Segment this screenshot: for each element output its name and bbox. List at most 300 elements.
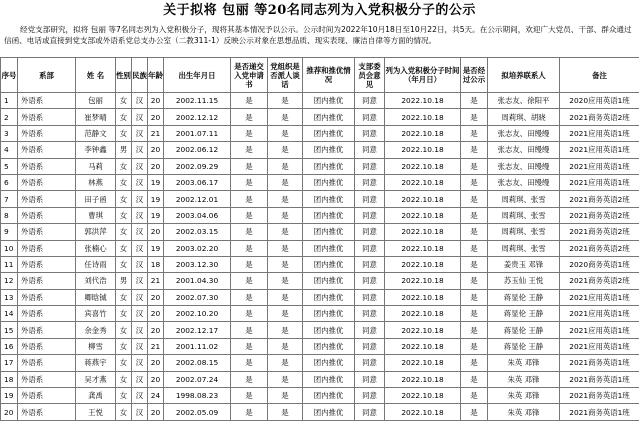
col-application-cell: 是 [231, 240, 268, 256]
col-contact-cell: 朱英 邓锋 [488, 355, 560, 371]
col-publicized-cell: 是 [461, 142, 488, 158]
col-department-cell: 外语系 [18, 355, 76, 371]
candidate-table [0, 57, 639, 421]
col-index-cell: 8 [1, 207, 18, 223]
col-department-cell: 外语系 [18, 289, 76, 305]
col-age-cell: 20 [148, 93, 164, 109]
table-row [1, 338, 639, 354]
col-publicized-cell: 是 [461, 109, 488, 125]
col-activist-date-cell: 2022.10.18 [385, 142, 461, 158]
col-activist-date-cell: 2022.10.18 [385, 322, 461, 338]
col-index-cell: 13 [1, 289, 18, 305]
col-branch-opinion-cell: 同意 [355, 93, 385, 109]
col-gender-cell: 女 [116, 355, 132, 371]
col-publicized-cell: 是 [461, 322, 488, 338]
table-row [1, 256, 639, 272]
col-name-cell: 马莉 [76, 158, 116, 174]
col-application-cell: 是 [231, 125, 268, 141]
table-row [1, 125, 639, 141]
col-interview-cell: 是 [268, 191, 303, 207]
table-row [1, 109, 639, 125]
col-publicized-cell: 是 [461, 371, 488, 387]
col-application-cell: 是 [231, 388, 268, 404]
table-row [1, 355, 639, 371]
intro-paragraph: 经党支部研究，拟将 包丽 等7名同志列为入党积极分子，现将其基本情况予以公示。公示时间为2022年10月18日至10月22日，共5天。在公示期间，欢迎广大党员、干部、群众通过信函、电话或直接到党支部或外语系党总支办公室（二教311-1）反映公示对象在思想品质、现实表现、廉洁自律等方面的情况。 [4, 25, 632, 45]
col-branch-opinion-cell: 同意 [355, 371, 385, 387]
col-activist-date-cell: 2022.10.18 [385, 256, 461, 272]
col-recommendation-cell: 团内推优 [303, 388, 355, 404]
col-birthdate-cell: 2002.07.24 [164, 371, 231, 387]
col-birthdate-cell: 2002.08.15 [164, 355, 231, 371]
col-birthdate-cell: 2002.11.15 [164, 93, 231, 109]
col-remark-header: 备注 [560, 58, 639, 93]
col-remark-cell: 2021商务英语2班 [560, 224, 639, 240]
col-activist-date-cell: 2022.10.18 [385, 273, 461, 289]
col-branch-opinion-cell: 同意 [355, 207, 385, 223]
col-recommendation-header: 推荐和推优情况 [303, 58, 355, 93]
col-application-cell: 是 [231, 355, 268, 371]
col-age-cell: 20 [148, 289, 164, 305]
col-recommendation-cell: 团内推优 [303, 322, 355, 338]
col-name-cell: 卿晗铖 [76, 289, 116, 305]
page-title: 关于拟将 包丽 等20名同志列为入党积极分子的公示 [163, 3, 476, 18]
col-ethnicity-cell: 汉 [132, 273, 148, 289]
col-recommendation-cell: 团内推优 [303, 273, 355, 289]
col-gender-header: 性别 [116, 58, 132, 93]
col-publicized-cell: 是 [461, 207, 488, 223]
col-application-cell: 是 [231, 306, 268, 322]
col-branch-opinion-cell: 同意 [355, 322, 385, 338]
col-name-cell: 范静文 [76, 125, 116, 141]
col-recommendation-cell: 团内推优 [303, 158, 355, 174]
col-index-cell: 15 [1, 322, 18, 338]
col-gender-cell: 女 [116, 289, 132, 305]
col-contact-cell: 周莉琪、张雪 [488, 207, 560, 223]
col-department-cell: 外语系 [18, 322, 76, 338]
col-birthdate-cell: 2001.04.30 [164, 273, 231, 289]
col-department-cell: 外语系 [18, 371, 76, 387]
col-branch-opinion-cell: 同意 [355, 306, 385, 322]
col-interview-cell: 是 [268, 125, 303, 141]
col-branch-opinion-cell: 同意 [355, 355, 385, 371]
col-contact-header: 拟培养联系人 [488, 58, 560, 93]
col-application-cell: 是 [231, 256, 268, 272]
col-contact-cell: 朱英 邓锋 [488, 404, 560, 420]
col-interview-cell: 是 [268, 256, 303, 272]
col-name-cell: 龚禹 [76, 388, 116, 404]
table-row [1, 142, 639, 158]
col-application-cell: 是 [231, 93, 268, 109]
col-application-cell: 是 [231, 338, 268, 354]
col-application-cell: 是 [231, 273, 268, 289]
table-row [1, 322, 639, 338]
col-activist-date-cell: 2022.10.18 [385, 158, 461, 174]
col-name-cell: 余金秀 [76, 322, 116, 338]
col-age-cell: 19 [148, 207, 164, 223]
col-department-cell: 外语系 [18, 338, 76, 354]
col-index-header: 序号 [1, 58, 18, 93]
col-index-cell: 4 [1, 142, 18, 158]
col-department-cell: 外语系 [18, 93, 76, 109]
col-contact-cell: 周莉琪、张雪 [488, 191, 560, 207]
col-gender-cell: 男 [116, 142, 132, 158]
col-activist-date-cell: 2022.10.18 [385, 224, 461, 240]
col-activist-date-cell: 2022.10.18 [385, 240, 461, 256]
col-publicized-cell: 是 [461, 273, 488, 289]
col-birthdate-cell: 2002.12.17 [164, 322, 231, 338]
col-publicized-cell: 是 [461, 191, 488, 207]
col-branch-opinion-cell: 同意 [355, 125, 385, 141]
col-department-cell: 外语系 [18, 158, 76, 174]
col-index-cell: 18 [1, 371, 18, 387]
col-ethnicity-cell: 汉 [132, 388, 148, 404]
col-age-cell: 20 [148, 109, 164, 125]
col-gender-cell: 女 [116, 158, 132, 174]
col-recommendation-cell: 团内推优 [303, 256, 355, 272]
table-row [1, 191, 639, 207]
table-row [1, 224, 639, 240]
col-ethnicity-cell: 汉 [132, 355, 148, 371]
table-row [1, 289, 639, 305]
col-branch-opinion-cell: 同意 [355, 142, 385, 158]
col-birthdate-cell: 2001.11.02 [164, 338, 231, 354]
col-ethnicity-cell: 汉 [132, 289, 148, 305]
col-recommendation-cell: 团内推优 [303, 142, 355, 158]
col-gender-cell: 男 [116, 273, 132, 289]
col-contact-cell: 蒋显伦 王静 [488, 289, 560, 305]
col-activist-date-header: 列为入党积极分子时间（年月日） [385, 58, 461, 93]
col-application-cell: 是 [231, 109, 268, 125]
col-application-cell: 是 [231, 158, 268, 174]
col-remark-cell: 2021应用英语1班 [560, 322, 639, 338]
col-name-cell: 宾喜竹 [76, 306, 116, 322]
col-gender-cell: 女 [116, 224, 132, 240]
col-remark-cell: 2021应用英语1班 [560, 125, 639, 141]
col-activist-date-cell: 2022.10.18 [385, 174, 461, 190]
col-index-cell: 1 [1, 93, 18, 109]
col-index-cell: 17 [1, 355, 18, 371]
col-name-cell: 包丽 [76, 93, 116, 109]
col-gender-cell: 女 [116, 125, 132, 141]
col-birthdate-cell: 2003.04.06 [164, 207, 231, 223]
col-branch-opinion-cell: 同意 [355, 109, 385, 125]
col-index-cell: 19 [1, 388, 18, 404]
col-activist-date-cell: 2022.10.18 [385, 125, 461, 141]
col-birthdate-cell: 2002.03.15 [164, 224, 231, 240]
col-remark-cell: 2021应用英语1班 [560, 142, 639, 158]
col-name-cell: 王悦 [76, 404, 116, 420]
table-row [1, 371, 639, 387]
col-interview-cell: 是 [268, 93, 303, 109]
col-contact-cell: 张志友、徐阳平 [488, 93, 560, 109]
col-birthdate-cell: 2002.09.29 [164, 158, 231, 174]
col-contact-cell: 周莉琪、张雪 [488, 240, 560, 256]
col-interview-cell: 是 [268, 289, 303, 305]
col-age-cell: 20 [148, 142, 164, 158]
col-gender-cell: 女 [116, 322, 132, 338]
col-ethnicity-cell: 汉 [132, 191, 148, 207]
col-ethnicity-cell: 汉 [132, 224, 148, 240]
col-contact-cell: 朱英 邓锋 [488, 388, 560, 404]
col-index-cell: 3 [1, 125, 18, 141]
col-interview-cell: 是 [268, 388, 303, 404]
col-department-cell: 外语系 [18, 125, 76, 141]
col-gender-cell: 女 [116, 306, 132, 322]
col-gender-cell: 女 [116, 256, 132, 272]
col-birthdate-cell: 2002.12.01 [164, 191, 231, 207]
col-publicized-header: 是否经过公示 [461, 58, 488, 93]
col-publicized-cell: 是 [461, 174, 488, 190]
col-interview-cell: 是 [268, 142, 303, 158]
col-age-cell: 21 [148, 125, 164, 141]
col-index-cell: 16 [1, 338, 18, 354]
col-remark-cell: 2021应用英语1班 [560, 306, 639, 322]
col-age-header: 年龄 [148, 58, 164, 93]
col-remark-cell: 2021商务英语2班 [560, 109, 639, 125]
col-branch-opinion-cell: 同意 [355, 404, 385, 420]
col-department-cell: 外语系 [18, 388, 76, 404]
col-application-cell: 是 [231, 224, 268, 240]
table-row [1, 93, 639, 109]
col-name-cell: 郭洪萍 [76, 224, 116, 240]
col-department-cell: 外语系 [18, 224, 76, 240]
col-application-cell: 是 [231, 322, 268, 338]
col-ethnicity-cell: 汉 [132, 256, 148, 272]
col-index-cell: 5 [1, 158, 18, 174]
col-gender-cell: 女 [116, 240, 132, 256]
col-age-cell: 20 [148, 371, 164, 387]
col-age-cell: 19 [148, 174, 164, 190]
col-recommendation-cell: 团内推优 [303, 404, 355, 420]
col-publicized-cell: 是 [461, 355, 488, 371]
col-publicized-cell: 是 [461, 404, 488, 420]
col-birthdate-cell: 2001.07.11 [164, 125, 231, 141]
col-contact-cell: 张志友、田缦缦 [488, 174, 560, 190]
col-birthdate-cell: 2002.06.12 [164, 142, 231, 158]
col-department-cell: 外语系 [18, 191, 76, 207]
table-row [1, 273, 639, 289]
col-interview-cell: 是 [268, 338, 303, 354]
col-branch-opinion-cell: 同意 [355, 289, 385, 305]
col-name-cell: 李钟鑫 [76, 142, 116, 158]
col-remark-cell: 2021商务英语2班 [560, 273, 639, 289]
col-gender-cell: 女 [116, 207, 132, 223]
col-application-cell: 是 [231, 371, 268, 387]
col-contact-cell: 张志友、田缦缦 [488, 125, 560, 141]
col-name-cell: 蒋燕宇 [76, 355, 116, 371]
col-name-cell: 崔梦晴 [76, 109, 116, 125]
col-recommendation-cell: 团内推优 [303, 371, 355, 387]
col-index-cell: 10 [1, 240, 18, 256]
col-ethnicity-cell: 汉 [132, 174, 148, 190]
col-interview-cell: 是 [268, 109, 303, 125]
col-interview-header: 党组织是否派人谈话 [268, 58, 303, 93]
col-interview-cell: 是 [268, 207, 303, 223]
col-department-cell: 外语系 [18, 256, 76, 272]
col-publicized-cell: 是 [461, 224, 488, 240]
col-index-cell: 9 [1, 224, 18, 240]
col-index-cell: 20 [1, 404, 18, 420]
col-branch-opinion-cell: 同意 [355, 256, 385, 272]
col-interview-cell: 是 [268, 224, 303, 240]
col-ethnicity-cell: 汉 [132, 93, 148, 109]
col-department-cell: 外语系 [18, 306, 76, 322]
col-gender-cell: 女 [116, 109, 132, 125]
col-activist-date-cell: 2022.10.18 [385, 306, 461, 322]
col-recommendation-cell: 团内推优 [303, 240, 355, 256]
col-ethnicity-cell: 汉 [132, 240, 148, 256]
table-row [1, 404, 639, 420]
col-remark-cell: 2021应用英语1班 [560, 174, 639, 190]
col-contact-cell: 周莉琪、胡晓 [488, 109, 560, 125]
col-birthdate-cell: 1998.08.23 [164, 388, 231, 404]
col-ethnicity-cell: 汉 [132, 109, 148, 125]
col-application-cell: 是 [231, 174, 268, 190]
col-ethnicity-cell: 汉 [132, 338, 148, 354]
col-interview-cell: 是 [268, 355, 303, 371]
col-publicized-cell: 是 [461, 158, 488, 174]
col-remark-cell: 2021应用英语1班 [560, 338, 639, 354]
col-department-cell: 外语系 [18, 404, 76, 420]
col-branch-opinion-cell: 同意 [355, 174, 385, 190]
col-name-cell: 刘代浩 [76, 273, 116, 289]
col-name-cell: 任诗雨 [76, 256, 116, 272]
col-ethnicity-cell: 汉 [132, 371, 148, 387]
col-gender-cell: 女 [116, 93, 132, 109]
col-name-cell: 柳雪 [76, 338, 116, 354]
col-activist-date-cell: 2022.10.18 [385, 371, 461, 387]
col-recommendation-cell: 团内推优 [303, 174, 355, 190]
col-age-cell: 18 [148, 256, 164, 272]
col-interview-cell: 是 [268, 322, 303, 338]
col-activist-date-cell: 2022.10.18 [385, 191, 461, 207]
col-age-cell: 24 [148, 388, 164, 404]
col-interview-cell: 是 [268, 306, 303, 322]
col-application-cell: 是 [231, 142, 268, 158]
col-name-cell: 张楠心 [76, 240, 116, 256]
col-contact-cell: 蒋显伦 王静 [488, 306, 560, 322]
col-recommendation-cell: 团内推优 [303, 289, 355, 305]
col-publicized-cell: 是 [461, 338, 488, 354]
col-recommendation-cell: 团内推优 [303, 93, 355, 109]
col-age-cell: 20 [148, 158, 164, 174]
col-branch-opinion-cell: 同意 [355, 240, 385, 256]
col-remark-cell: 2021商务英语2班 [560, 240, 639, 256]
table-row [1, 240, 639, 256]
col-remark-cell: 2021商务英语1班 [560, 355, 639, 371]
col-ethnicity-cell: 汉 [132, 125, 148, 141]
col-gender-cell: 女 [116, 174, 132, 190]
col-activist-date-cell: 2022.10.18 [385, 207, 461, 223]
col-age-cell: 19 [148, 191, 164, 207]
col-ethnicity-header: 民族 [132, 58, 148, 93]
col-index-cell: 14 [1, 306, 18, 322]
col-remark-cell: 2021商务英语1班 [560, 388, 639, 404]
col-gender-cell: 女 [116, 191, 132, 207]
col-birthdate-header: 出生年月日 [164, 58, 231, 93]
col-interview-cell: 是 [268, 371, 303, 387]
col-ethnicity-cell: 汉 [132, 142, 148, 158]
col-publicized-cell: 是 [461, 240, 488, 256]
col-activist-date-cell: 2022.10.18 [385, 109, 461, 125]
col-contact-cell: 苏玉仙 王悦 [488, 273, 560, 289]
col-gender-cell: 女 [116, 338, 132, 354]
col-remark-cell: 2021商务英语2班 [560, 191, 639, 207]
col-birthdate-cell: 2002.05.09 [164, 404, 231, 420]
col-application-cell: 是 [231, 289, 268, 305]
col-index-cell: 6 [1, 174, 18, 190]
col-remark-cell: 2021商务英语1班 [560, 371, 639, 387]
col-age-cell: 21 [148, 338, 164, 354]
col-remark-cell: 2020应用英语1班 [560, 93, 639, 109]
col-branch-opinion-header: 支部委员会意见 [355, 58, 385, 93]
col-recommendation-cell: 团内推优 [303, 306, 355, 322]
col-department-cell: 外语系 [18, 109, 76, 125]
col-age-cell: 20 [148, 355, 164, 371]
col-publicized-cell: 是 [461, 306, 488, 322]
col-recommendation-cell: 团内推优 [303, 355, 355, 371]
col-birthdate-cell: 2002.07.30 [164, 289, 231, 305]
col-recommendation-cell: 团内推优 [303, 191, 355, 207]
col-ethnicity-cell: 汉 [132, 404, 148, 420]
col-branch-opinion-cell: 同意 [355, 158, 385, 174]
col-publicized-cell: 是 [461, 125, 488, 141]
table-row [1, 306, 639, 322]
col-branch-opinion-cell: 同意 [355, 224, 385, 240]
col-interview-cell: 是 [268, 404, 303, 420]
col-name-header: 姓 名 [76, 58, 116, 93]
col-contact-cell: 朱英 邓锋 [488, 371, 560, 387]
col-index-cell: 11 [1, 256, 18, 272]
col-age-cell: 20 [148, 306, 164, 322]
table-body [1, 93, 639, 421]
col-contact-cell: 周莉琪、张雪 [488, 224, 560, 240]
col-age-cell: 20 [148, 404, 164, 420]
col-interview-cell: 是 [268, 273, 303, 289]
col-interview-cell: 是 [268, 174, 303, 190]
col-remark-cell: 2021商务英语1班 [560, 404, 639, 420]
col-branch-opinion-cell: 同意 [355, 191, 385, 207]
col-index-cell: 7 [1, 191, 18, 207]
col-publicized-cell: 是 [461, 388, 488, 404]
col-department-cell: 外语系 [18, 207, 76, 223]
col-birthdate-cell: 2002.10.20 [164, 306, 231, 322]
col-birthdate-cell: 2003.12.30 [164, 256, 231, 272]
col-branch-opinion-cell: 同意 [355, 388, 385, 404]
col-ethnicity-cell: 汉 [132, 322, 148, 338]
col-recommendation-cell: 团内推优 [303, 109, 355, 125]
col-recommendation-cell: 团内推优 [303, 207, 355, 223]
col-activist-date-cell: 2022.10.18 [385, 338, 461, 354]
col-department-cell: 外语系 [18, 142, 76, 158]
col-gender-cell: 女 [116, 388, 132, 404]
col-activist-date-cell: 2022.10.18 [385, 388, 461, 404]
col-application-cell: 是 [231, 207, 268, 223]
col-remark-cell: 2021商务英语2班 [560, 207, 639, 223]
table-header-row [1, 58, 639, 93]
col-birthdate-cell: 2003.06.17 [164, 174, 231, 190]
col-activist-date-cell: 2022.10.18 [385, 93, 461, 109]
col-name-cell: 吴才燕 [76, 371, 116, 387]
col-interview-cell: 是 [268, 158, 303, 174]
col-branch-opinion-cell: 同意 [355, 338, 385, 354]
table-row [1, 207, 639, 223]
col-index-cell: 12 [1, 273, 18, 289]
col-gender-cell: 女 [116, 371, 132, 387]
col-department-cell: 外语系 [18, 174, 76, 190]
col-application-cell: 是 [231, 404, 268, 420]
col-contact-cell: 张志友、田缦缦 [488, 142, 560, 158]
